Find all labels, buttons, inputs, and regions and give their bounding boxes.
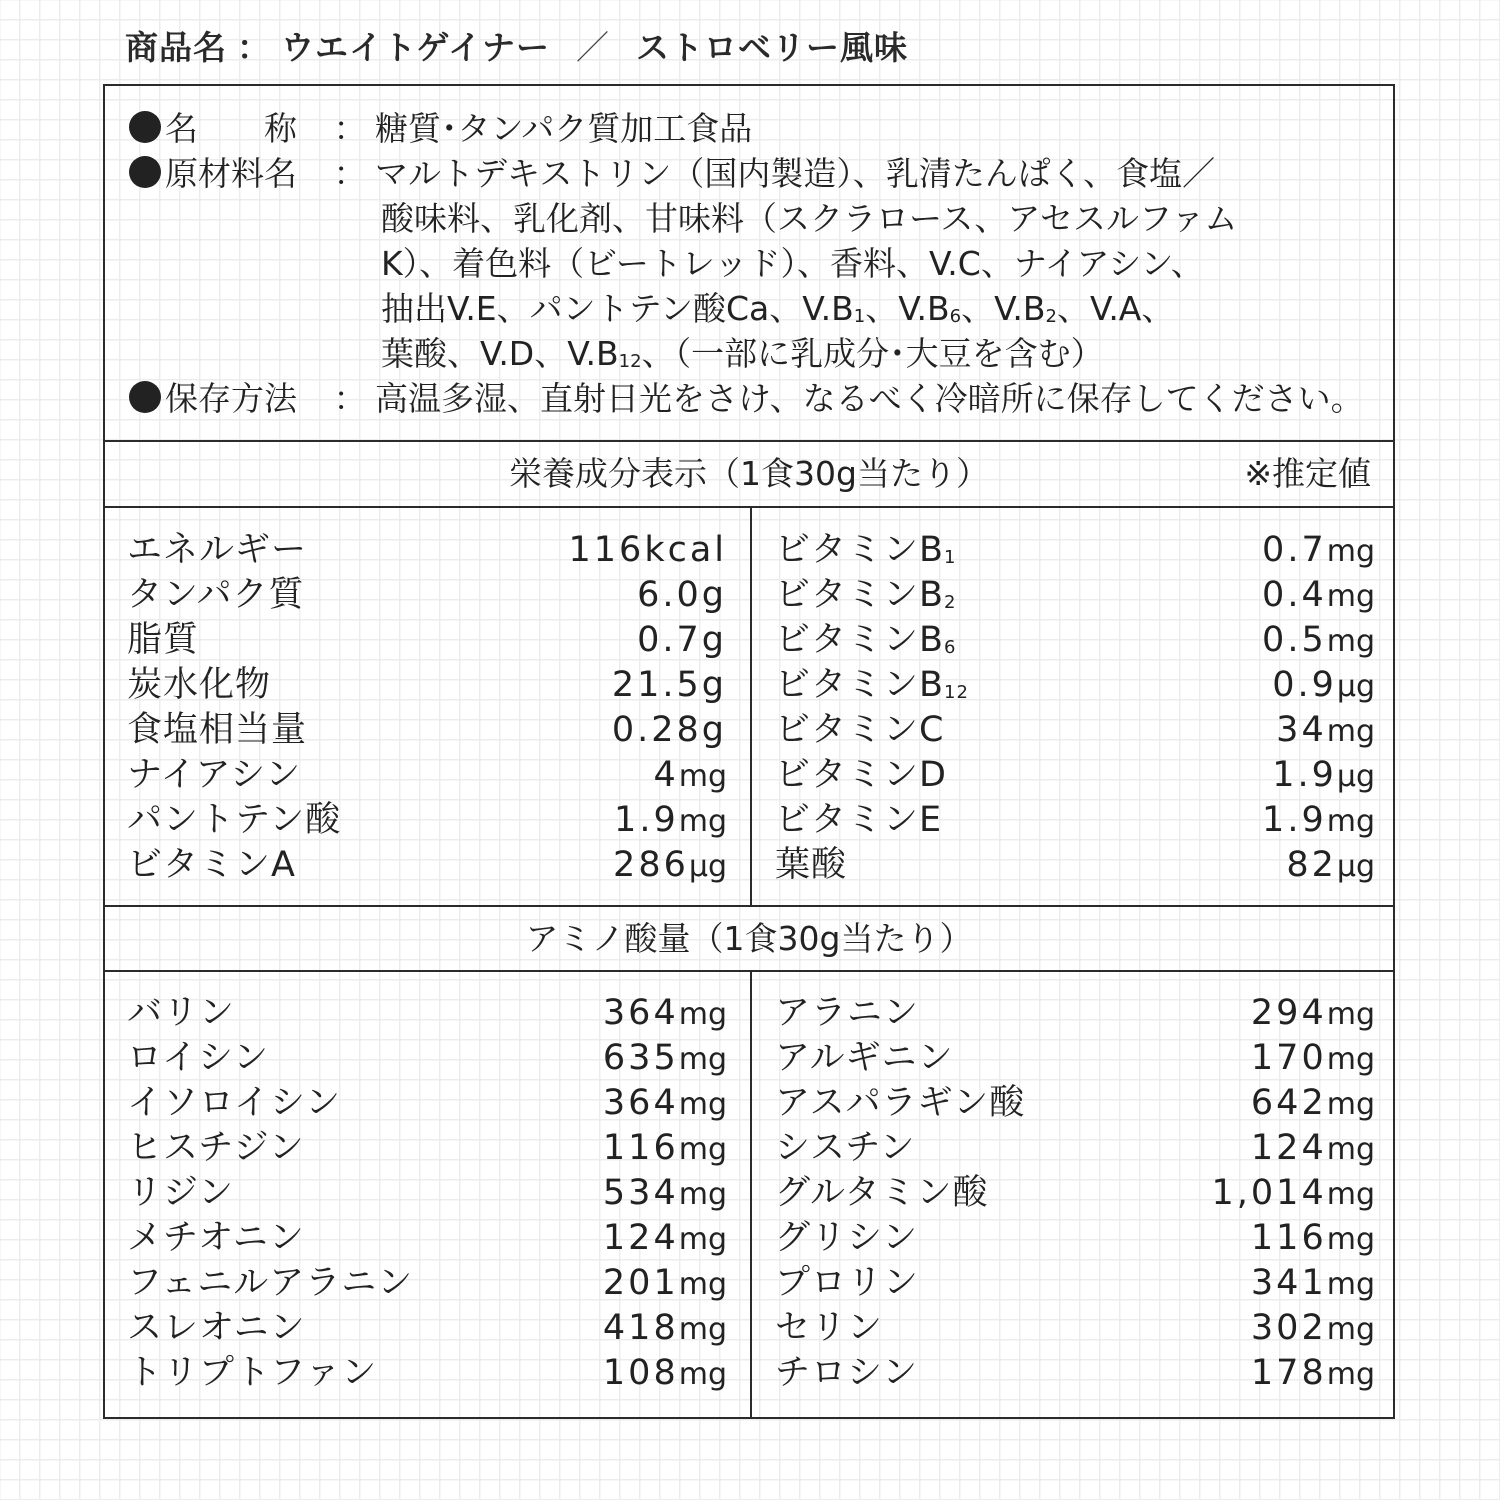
amino-row	[775, 1261, 1375, 1306]
value-unit: μg	[688, 849, 727, 884]
info-value-name: 糖質･タンパク質加工食品	[375, 109, 753, 148]
product-title	[125, 22, 908, 69]
value-number: 294	[1250, 993, 1327, 1033]
value-number: 1.9	[1272, 755, 1337, 795]
amino-value	[603, 1126, 727, 1172]
nutrition-left-column	[127, 528, 727, 888]
value-number: 6.0	[637, 575, 702, 615]
nutrient-row	[775, 663, 1375, 708]
ingredients-line-2: 酸味料、乳化剤、甘味料（スクラロース、アセスルファム	[381, 199, 1238, 238]
value-unit: mg	[678, 1222, 727, 1257]
nutrient-value	[1262, 798, 1375, 844]
nutrient-value	[637, 573, 727, 618]
nutrient-name: エネルギー	[127, 530, 308, 570]
value-unit: mg	[1326, 1267, 1375, 1302]
nutrient-value	[1262, 528, 1375, 574]
amino-name: フェニルアラニン	[127, 1263, 414, 1303]
amino-name: トリプトファン	[127, 1353, 378, 1393]
nutrient-row	[127, 573, 727, 618]
nutrient-row	[127, 843, 727, 888]
amino-value	[1251, 1036, 1375, 1082]
nutrient-row	[775, 798, 1375, 843]
amino-header	[105, 907, 1393, 971]
name-text: 葉酸	[775, 845, 848, 885]
nutrient-value	[653, 753, 727, 799]
nutrient-row	[775, 573, 1375, 618]
amino-value	[1251, 1351, 1375, 1397]
amino-row	[127, 1126, 727, 1171]
value-number: 1.9	[614, 800, 679, 840]
nutrient-name: タンパク質	[127, 575, 305, 615]
column-divider	[750, 970, 752, 1418]
bullet-icon	[129, 111, 161, 143]
amino-value	[603, 1036, 727, 1082]
ingredients-line-1: マルトデキストリン（国内製造）、乳清たんぱく、食塩／	[375, 154, 1216, 193]
value-number: 170	[1250, 1038, 1327, 1078]
amino-row	[775, 1126, 1375, 1171]
amino-value	[603, 1306, 727, 1352]
value-number: 0.28	[611, 710, 702, 750]
nutrient-row	[127, 663, 727, 708]
ingredients-text: 葉酸、V.D、V.B	[381, 334, 619, 373]
amino-row	[775, 1171, 1375, 1216]
nutrition-table	[105, 528, 1393, 903]
value-unit: mg	[1326, 997, 1375, 1032]
value-number: 0.7	[637, 620, 702, 660]
amino-row	[775, 1081, 1375, 1126]
nutrient-name: 炭水化物	[127, 665, 272, 705]
value-unit: mg	[1326, 1132, 1375, 1167]
info-colon: ：	[333, 109, 367, 148]
name-text: ビタミンE	[775, 800, 943, 840]
value-unit: kcal	[644, 530, 727, 570]
nutrient-row	[775, 618, 1375, 663]
nutrient-name: パントテン酸	[127, 800, 342, 840]
amino-name: スレオニン	[127, 1308, 306, 1348]
value-unit: mg	[1326, 1087, 1375, 1122]
value-unit: mg	[678, 1132, 727, 1167]
value-number: 534	[602, 1173, 679, 1213]
value-number: 642	[1250, 1083, 1327, 1123]
value-number: 0.5	[1262, 620, 1327, 660]
amino-row	[775, 1306, 1375, 1351]
amino-row	[127, 1171, 727, 1216]
value-unit: g	[701, 575, 727, 615]
title-separator: ／	[576, 28, 611, 67]
ingredients-text: 、（一部に乳成分･大豆を含む）	[641, 334, 1104, 373]
ingredients-text: 、V.B	[961, 289, 1046, 328]
value-number: 124	[602, 1218, 679, 1258]
subscript: 12	[944, 682, 969, 703]
value-number: 116	[568, 530, 645, 570]
value-number: 116	[1250, 1218, 1327, 1258]
value-unit: mg	[1326, 1042, 1375, 1077]
value-unit: μg	[1336, 849, 1375, 884]
value-unit: mg	[1326, 714, 1375, 749]
value-number: 1,014	[1211, 1173, 1327, 1213]
nutrient-row	[775, 843, 1375, 888]
amino-name: アルギニン	[775, 1038, 954, 1078]
value-number: 341	[1250, 1263, 1327, 1303]
name-text: ビタミンC	[775, 710, 945, 750]
amino-name: グリシン	[775, 1218, 919, 1258]
name-text: ビタミンB	[775, 620, 945, 660]
nutrient-row	[127, 753, 727, 798]
value-unit: mg	[1326, 1222, 1375, 1257]
info-value-storage: 高温多湿、直射日光をさけ、なるべく冷暗所に保存してください。	[375, 379, 1364, 418]
value-number: 82	[1286, 845, 1337, 885]
nutrient-value	[1276, 708, 1375, 754]
value-unit: mg	[678, 1357, 727, 1392]
subscript: 1	[944, 547, 957, 568]
nutrient-row	[127, 528, 727, 573]
amino-row	[127, 1351, 727, 1396]
info-label-ingredients: 原材料名	[165, 154, 297, 193]
value-unit: mg	[1326, 624, 1375, 659]
amino-row	[775, 1036, 1375, 1081]
value-unit: mg	[1326, 534, 1375, 569]
amino-row	[775, 991, 1375, 1036]
value-number: 286	[613, 845, 689, 885]
divider	[105, 506, 1393, 508]
subscript: 2	[944, 592, 957, 613]
amino-row	[127, 1306, 727, 1351]
amino-value	[1212, 1171, 1375, 1217]
subscript: 6	[944, 637, 957, 658]
nutrient-value	[1262, 573, 1375, 619]
title-colon: ：	[237, 28, 271, 67]
amino-value	[603, 1351, 727, 1397]
nutrient-value	[1272, 663, 1375, 709]
amino-name: ヒスチジン	[127, 1128, 305, 1168]
ingredients-text: 抽出V.E、パントテン酸Ca、V.B	[381, 289, 854, 328]
nutrient-name: ビタミンA	[127, 845, 296, 885]
value-number: 34	[1276, 710, 1327, 750]
nutrient-name: ナイアシン	[127, 755, 302, 795]
divider	[105, 970, 1393, 972]
nutrient-name: 食塩相当量	[127, 710, 308, 750]
amino-name: リジン	[127, 1173, 235, 1213]
nutrient-name	[775, 753, 947, 798]
amino-value	[1251, 1126, 1375, 1172]
value-number: 0.7	[1262, 530, 1327, 570]
amino-name: イソロイシン	[127, 1083, 342, 1123]
ingredients-text: 、V.A、	[1057, 289, 1175, 328]
value-unit: mg	[678, 1042, 727, 1077]
value-unit: mg	[1326, 804, 1375, 839]
value-number: 124	[1250, 1128, 1327, 1168]
amino-name: セリン	[775, 1308, 884, 1348]
amino-name: グルタミン酸	[775, 1173, 989, 1213]
subscript: 12	[618, 351, 642, 372]
value-unit: mg	[678, 1312, 727, 1347]
nutrient-row	[775, 753, 1375, 798]
value-unit: μg	[1336, 759, 1375, 794]
value-number: 201	[602, 1263, 679, 1303]
value-unit: mg	[1326, 579, 1375, 614]
nutrient-value	[1286, 843, 1375, 889]
amino-left-column	[127, 991, 727, 1396]
amino-right-column	[775, 991, 1375, 1396]
value-unit: g	[701, 665, 727, 705]
amino-value	[603, 1216, 727, 1262]
nutrient-value	[614, 798, 727, 844]
value-number: 0.9	[1272, 665, 1337, 705]
info-row-storage	[129, 376, 1364, 421]
amino-value	[603, 1261, 727, 1307]
amino-name: ロイシン	[127, 1038, 270, 1078]
info-label-storage: 保存方法	[165, 379, 297, 418]
name-text: ビタミンB	[775, 530, 945, 570]
nutrient-value	[613, 843, 727, 889]
nutrient-name	[775, 843, 847, 888]
estimate-note: ※推定値	[1244, 454, 1371, 493]
amino-value	[603, 1081, 727, 1127]
value-number: 635	[602, 1038, 679, 1078]
name-text: ビタミンB	[775, 575, 945, 615]
nutrition-title: 栄養成分表示（1食30g当たり）	[509, 454, 989, 493]
amino-value	[1251, 991, 1375, 1037]
amino-name: プロリン	[775, 1263, 920, 1303]
value-number: 178	[1250, 1353, 1327, 1393]
product-label: 商品名	[125, 28, 227, 67]
amino-row	[127, 991, 727, 1036]
value-number: 1.9	[1262, 800, 1327, 840]
amino-value	[603, 991, 727, 1037]
nutrition-header	[105, 442, 1393, 506]
info-colon: ：	[333, 154, 367, 193]
info-row-ingredients	[129, 151, 1215, 196]
amino-row	[775, 1351, 1375, 1396]
info-label-name: 名 称	[165, 109, 297, 148]
nutrient-row	[127, 798, 727, 843]
amino-name: アスパラギン酸	[775, 1083, 1026, 1123]
amino-row	[775, 1216, 1375, 1261]
name-text: ビタミンD	[775, 755, 947, 795]
value-unit: mg	[678, 759, 727, 794]
subscript: 6	[949, 306, 962, 327]
value-unit: μg	[1336, 669, 1375, 704]
amino-title: アミノ酸量（1食30g当たり）	[525, 919, 973, 958]
value-unit: mg	[678, 997, 727, 1032]
value-number: 364	[602, 1083, 679, 1123]
nutrition-right-column	[775, 528, 1375, 888]
amino-row	[127, 1216, 727, 1261]
value-unit: mg	[678, 1267, 727, 1302]
subscript: 2	[1045, 306, 1057, 327]
bullet-icon	[129, 381, 161, 413]
value-number: 302	[1250, 1308, 1327, 1348]
amino-value	[1251, 1216, 1375, 1262]
nutrient-value	[569, 528, 728, 573]
ingredients-text: 、V.B	[865, 289, 950, 328]
nutrient-value	[1262, 618, 1375, 664]
product-flavor: ストロベリー風味	[636, 28, 909, 67]
product-info-section	[105, 86, 1393, 442]
value-unit: mg	[678, 804, 727, 839]
value-unit: mg	[1326, 1357, 1375, 1392]
nutrient-value	[612, 663, 727, 708]
product-name: ウエイトゲイナー	[281, 28, 551, 67]
value-unit: mg	[678, 1087, 727, 1122]
nutrient-value	[612, 708, 727, 753]
amino-name: チロシン	[775, 1353, 919, 1393]
label-table	[103, 84, 1395, 1419]
info-row-name	[129, 106, 752, 151]
nutrient-name	[775, 708, 944, 753]
amino-value	[1251, 1081, 1375, 1127]
amino-name: アラニン	[775, 993, 920, 1033]
value-unit: g	[701, 620, 727, 660]
nutrient-value	[637, 618, 727, 663]
amino-table	[105, 991, 1393, 1411]
value-number: 21.5	[611, 665, 702, 705]
amino-name: バリン	[127, 993, 236, 1033]
amino-value	[603, 1171, 727, 1217]
nutrient-name	[775, 798, 942, 843]
nutrient-name: 脂質	[127, 620, 200, 660]
value-number: 116	[602, 1128, 679, 1168]
value-number: 0.4	[1262, 575, 1327, 615]
value-unit: mg	[1326, 1177, 1375, 1212]
value-number: 364	[602, 993, 679, 1033]
nutrient-row	[127, 708, 727, 753]
column-divider	[750, 506, 752, 906]
subscript: 1	[853, 306, 866, 327]
ingredients-line-3: K）、着色料（ビートレッド）、香料、V.C、ナイアシン、	[381, 244, 1204, 283]
value-unit: mg	[678, 1177, 727, 1212]
amino-row	[127, 1036, 727, 1081]
amino-name: シスチン	[775, 1128, 916, 1168]
value-number: 108	[602, 1353, 679, 1393]
name-text: ビタミンB	[775, 665, 945, 705]
amino-value	[1251, 1306, 1375, 1352]
value-unit: mg	[1326, 1312, 1375, 1347]
value-number: 418	[602, 1308, 679, 1348]
amino-row	[127, 1081, 727, 1126]
amino-row	[127, 1261, 727, 1306]
value-number: 4	[653, 755, 679, 795]
amino-value	[1251, 1261, 1375, 1307]
bullet-icon	[129, 156, 161, 188]
amino-name: メチオニン	[127, 1218, 305, 1258]
nutrient-row	[775, 528, 1375, 573]
nutrient-row	[775, 708, 1375, 753]
value-unit: g	[701, 710, 727, 750]
nutrient-row	[127, 618, 727, 663]
info-colon: ：	[333, 379, 367, 418]
nutrient-value	[1272, 753, 1375, 799]
